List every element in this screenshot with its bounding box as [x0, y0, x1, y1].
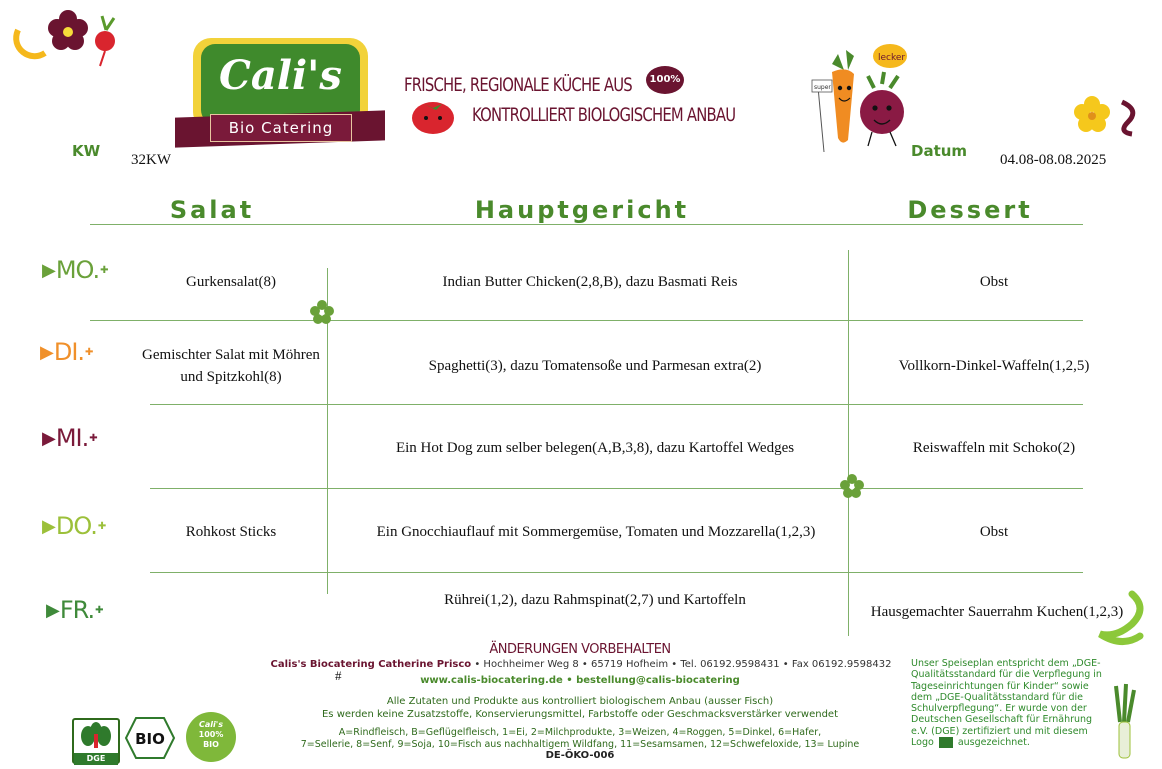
tagline-line-1: FRISCHE, REGIONALE KÜCHE AUS — [404, 74, 632, 96]
grid-line-row-1 — [90, 320, 1083, 321]
website-line: www.calis-biocatering.de • bestellung@calis-biocatering — [420, 675, 740, 686]
speech-bubble-text: lecker — [878, 53, 906, 63]
leek-decoration — [1110, 682, 1140, 762]
bio-siegel-badge — [124, 716, 176, 760]
tagline-line-2: KONTROLLIERT BIOLOGISCHEM ANBAU — [472, 104, 736, 126]
day-label-text: MO. — [55, 256, 100, 284]
calis-logo — [175, 38, 385, 158]
organic-100-badge-text: 100% — [649, 74, 681, 85]
carrot-beet-characters — [810, 42, 920, 154]
dge-leaves-icon — [74, 720, 118, 748]
day-label-thursday — [42, 512, 105, 540]
menu-cell-hauptgericht: Rührei(1,2), dazu Rahmspinat(2,7) und Kartoffeln — [444, 592, 746, 608]
changes-notice: ÄNDERUNGEN VORBEHALTEN — [489, 642, 671, 657]
grid-line-row-3 — [150, 488, 1083, 489]
info-line-1: Alle Zutaten und Produkte aus kontrolliert biologischem Anbau (ausser Fisch) — [386, 696, 774, 707]
green-swirl-decoration — [1092, 590, 1152, 652]
datum-label: Datum — [911, 142, 968, 160]
company-line — [260, 659, 902, 670]
menu-cell-hauptgericht: Ein Hot Dog zum selber belegen(A,B,3,8), dazu Kartoffel Wedges — [395, 440, 795, 456]
dge-certification-note — [911, 658, 1111, 748]
flower-radish-decoration — [10, 8, 125, 70]
dge-small-logo-icon — [939, 737, 953, 748]
menu-cell-dessert: Obst — [979, 524, 1009, 540]
day-label-text: DI. — [53, 338, 85, 366]
kw-label: KW — [72, 142, 101, 160]
plus-icon: ✚ — [97, 520, 106, 532]
tomato-icon — [410, 96, 456, 136]
plus-icon: ✚ — [89, 432, 97, 444]
column-header-dessert: Dessert — [907, 196, 1033, 224]
plus-icon: ✚ — [85, 346, 93, 358]
flower-icon — [308, 298, 336, 326]
allergens-line-1: A=Rindfleisch, B=Geflügelfleisch, 1=Ei, 2=Milchprodukte, 3=Weizen, 4=Roggen, 5=Dinkel, 6=Hafer, — [338, 727, 822, 738]
calis-seal-percent: 100% — [198, 730, 224, 739]
day-label-tuesday — [40, 338, 92, 366]
menu-cell-dessert: Obst — [979, 274, 1009, 290]
menu-cell-salat: Gemischter Salat mit Möhren und Spitzkohl(8) — [142, 347, 320, 385]
day-label-text: MI. — [55, 424, 89, 452]
grid-line-top — [90, 224, 1083, 225]
flower-icon — [838, 472, 866, 500]
menu-cell-dessert: Vollkorn-Dinkel-Waffeln(1,2,5) — [898, 358, 1090, 374]
menu-cell-salat — [130, 580, 332, 620]
dge-note-end: ausgezeichnet. — [957, 737, 1030, 749]
menu-cell-salat: Rohkost Sticks — [185, 524, 277, 540]
day-label-text: FR. — [59, 596, 95, 624]
eco-code: DE-ÖKO-006 — [545, 750, 615, 761]
column-header-hauptgericht: Hauptgericht — [474, 196, 690, 224]
menu-cell-hauptgericht: Ein Gnocchiauflauf mit Sommergemüse, Tomaten und Mozzarella(1,2,3) — [376, 524, 816, 540]
arrow-icon: ▶ — [42, 427, 55, 449]
allergens-line-2: 7=Sellerie, 8=Senf, 9=Soja, 10=Fisch aus nachhaltigem Wildfang, 11=Sesamsamen, 12=Schwefeloxide, 13= Lupine — [300, 739, 860, 750]
day-label-text: DO. — [55, 512, 97, 540]
day-label-wednesday — [42, 424, 97, 452]
bio-siegel-text: BIO — [135, 730, 165, 748]
menu-cell-dessert: Hausgemachter Sauerrahm Kuchen(1,2,3) — [870, 604, 1124, 620]
grid-line-row-2 — [150, 404, 1083, 405]
company-name: Calis's Biocatering Catherine Prisco — [270, 659, 472, 670]
day-label-friday — [46, 596, 103, 624]
hash-mark: # — [335, 668, 342, 683]
company-address: • Hochheimer Weg 8 • 65719 Hofheim • Tel. 06192.9598431 • Fax 06192.9598432 — [474, 659, 892, 670]
arrow-icon: ▶ — [40, 341, 53, 363]
organic-100-badge — [646, 66, 684, 94]
dge-badge — [72, 718, 120, 764]
menu-cell-dessert: Reiswaffeln mit Schoko(2) — [912, 440, 1076, 456]
grid-line-row-4 — [150, 572, 1083, 573]
dge-note-text: Unser Speiseplan entspricht dem „DGE-Qualitätsstandard für die Verpflegung in Tageseinrichtungen für Kinder“ sowie dem „DGE-Qualitätsstandard für die Schulverpflegung“. Er wurde von der Deutschen Gesellschaft für Ernährung e.V. (DGE) zertifiziert und mit diesem Logo — [911, 658, 1102, 749]
datum-value: 04.08-08.08.2025 — [1000, 152, 1107, 168]
plus-icon: ✚ — [100, 264, 108, 276]
arrow-icon: ▶ — [42, 515, 55, 537]
column-header-salat: Salat — [169, 196, 255, 224]
calis-seal-name: Cali's — [199, 720, 223, 729]
menu-cell-hauptgericht: Spaghetti(3), dazu Tomatensoße und Parmesan extra(2) — [428, 358, 762, 374]
logo-name: Cali's — [219, 52, 342, 99]
menu-cell-salat: Gurkensalat(8) — [186, 274, 276, 290]
calis-seal-bio: BIO — [203, 740, 219, 749]
plus-icon: ✚ — [95, 604, 103, 616]
arrow-icon: ▶ — [46, 599, 59, 621]
arrow-icon: ▶ — [42, 259, 55, 281]
menu-cell-salat — [130, 428, 332, 468]
kw-value: 32KW — [131, 152, 171, 168]
calis-bio-seal — [186, 712, 236, 762]
dge-badge-text: DGE — [74, 753, 118, 765]
menu-cell-hauptgericht: Indian Butter Chicken(2,8,B), dazu Basmati Reis — [442, 274, 738, 290]
info-line-2: Es werden keine Zusatzstoffe, Konservierungsmittel, Farbstoffe oder Geschmacksverstärker verwendet — [321, 709, 838, 720]
day-label-monday — [42, 256, 108, 284]
carrot-flag-text: super — [814, 84, 831, 91]
logo-subtitle: Bio Catering — [210, 114, 352, 142]
yellow-flower-decoration — [1070, 92, 1144, 138]
